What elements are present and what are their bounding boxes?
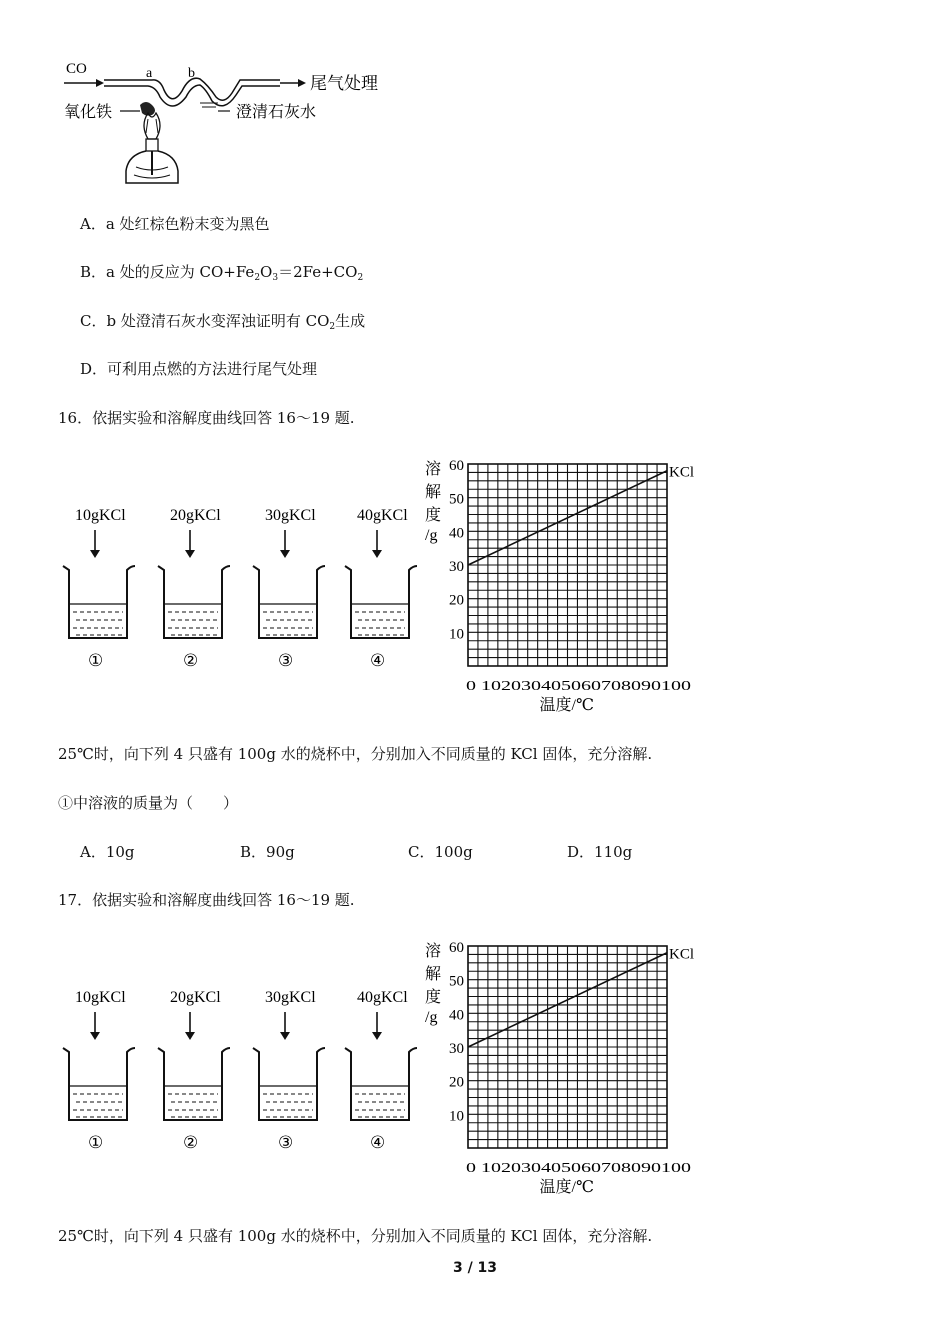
opt-b-sub1: 2 <box>254 273 261 283</box>
beaker-amount-label: 40gKCl <box>357 507 408 524</box>
y-tick-label: 40 <box>449 525 464 542</box>
arrow-head <box>372 550 382 558</box>
x-axis-label: 温度/℃ <box>539 697 594 714</box>
beaker-amount-label: 30gKCl <box>265 989 316 1006</box>
series-label: KCl <box>669 946 695 963</box>
opt-b-sub3: 2 <box>357 273 364 283</box>
y-axis-label-char: 溶 <box>425 943 442 960</box>
q15-option-b <box>80 262 363 288</box>
q16-heading: 16．依据实验和溶解度曲线回答 16～19 题. <box>58 409 355 427</box>
q16-option-a: A．10g <box>80 843 135 861</box>
y-tick-label: 60 <box>449 458 464 474</box>
beaker-number: ② <box>183 1133 199 1152</box>
beaker-number: ① <box>88 1133 104 1152</box>
page-indicator: 3 / 13 <box>452 1260 498 1276</box>
q15-option-d: D．可利用点燃的方法进行尾气处理 <box>80 360 318 378</box>
x-tick-labels: 0 102030405060708090100 <box>466 1161 691 1176</box>
beaker <box>253 566 325 638</box>
y-axis-label-char: /g <box>425 527 438 544</box>
arrow-head <box>280 550 290 558</box>
opt-b-eq: ＝2Fe+CO <box>278 263 358 281</box>
beaker-amount-label: 10gKCl <box>75 989 126 1006</box>
beaker-amount-label: 20gKCl <box>170 507 221 524</box>
q17-context: 25℃时，向下列 4 只盛有 100g 水的烧杯中，分别加入不同质量的 KCl 固体，充分溶解. <box>58 1227 653 1245</box>
q17-heading: 17．依据实验和溶解度曲线回答 16～19 题. <box>58 891 355 909</box>
figure-q16 <box>55 452 695 722</box>
x-axis-label: 温度/℃ <box>539 1179 594 1196</box>
x-tick-labels: 0 102030405060708090100 <box>466 679 691 694</box>
y-tick-label: 10 <box>449 1108 464 1125</box>
beaker-number: ① <box>88 651 104 670</box>
arrow-head <box>90 550 100 558</box>
limewater-label: 澄清石灰水 <box>236 104 317 121</box>
iron-oxide-label: 氧化铁 <box>64 104 113 121</box>
y-axis-label-char: 解 <box>425 966 442 983</box>
beaker <box>158 1048 230 1120</box>
y-axis-label-char: /g <box>425 1009 438 1026</box>
flame-icon <box>144 113 160 139</box>
y-tick-label: 50 <box>449 973 464 990</box>
y-tick-label: 60 <box>449 940 464 956</box>
q16-question: ①中溶液的质量为（ ） <box>58 794 239 812</box>
y-tick-label: 20 <box>449 1074 464 1091</box>
figure-q17 <box>55 934 695 1204</box>
beaker-amount-label: 30gKCl <box>265 507 316 524</box>
beaker <box>253 1048 325 1120</box>
opt-b-o: O <box>260 263 273 281</box>
q15-option-a: A．a 处红棕色粉末变为黑色 <box>80 215 270 233</box>
y-tick-label: 30 <box>449 1041 464 1057</box>
arrow-head <box>90 1032 100 1040</box>
apparatus-figure <box>60 55 378 190</box>
y-axis-label-char: 溶 <box>425 461 442 478</box>
beaker-number: ④ <box>370 651 386 670</box>
arrow-head <box>372 1032 382 1040</box>
beaker <box>345 566 417 638</box>
exhaust-label: 尾气处理 <box>310 74 378 93</box>
opt-b-text: B．a 处的反应为 CO+Fe <box>80 263 255 281</box>
beaker-number: ③ <box>278 1133 294 1152</box>
y-tick-label: 40 <box>449 1007 464 1024</box>
series-label: KCl <box>669 464 695 481</box>
beaker-number: ③ <box>278 651 294 670</box>
arrow-head <box>185 1032 195 1040</box>
label-a: a <box>146 66 153 81</box>
opt-b-sub2: 3 <box>272 273 279 283</box>
beaker <box>158 566 230 638</box>
y-axis-label-char: 度 <box>425 989 442 1006</box>
beaker-amount-label: 40gKCl <box>357 989 408 1006</box>
arrow-head <box>280 1032 290 1040</box>
beaker-amount-label: 10gKCl <box>75 507 126 524</box>
beaker <box>63 566 135 638</box>
beaker-number: ② <box>183 651 199 670</box>
y-tick-label: 50 <box>449 491 464 508</box>
q16-option-d: D．110g <box>567 843 633 861</box>
co-label: CO <box>66 61 87 77</box>
q15-option-c <box>80 311 365 337</box>
opt-c-sub: 2 <box>329 322 336 332</box>
q16-option-c: C．100g <box>408 843 473 861</box>
y-tick-label: 10 <box>449 626 464 643</box>
y-tick-label: 30 <box>449 559 464 575</box>
beaker-amount-label: 20gKCl <box>170 989 221 1006</box>
arrow-head <box>185 550 195 558</box>
beaker <box>63 1048 135 1120</box>
y-axis-label-char: 度 <box>425 507 442 524</box>
beaker-number: ④ <box>370 1133 386 1152</box>
opt-c-text: C．b 处澄清石灰水变浑浊证明有 CO <box>80 312 330 330</box>
q16-option-b: B．90g <box>240 843 295 861</box>
y-axis-label-char: 解 <box>425 484 442 501</box>
opt-c-suffix: 生成 <box>335 312 366 330</box>
q16-context: 25℃时，向下列 4 只盛有 100g 水的烧杯中，分别加入不同质量的 KCl 固体，充分溶解. <box>58 745 653 763</box>
label-b: b <box>188 66 195 81</box>
y-tick-label: 20 <box>449 592 464 609</box>
beaker <box>345 1048 417 1120</box>
